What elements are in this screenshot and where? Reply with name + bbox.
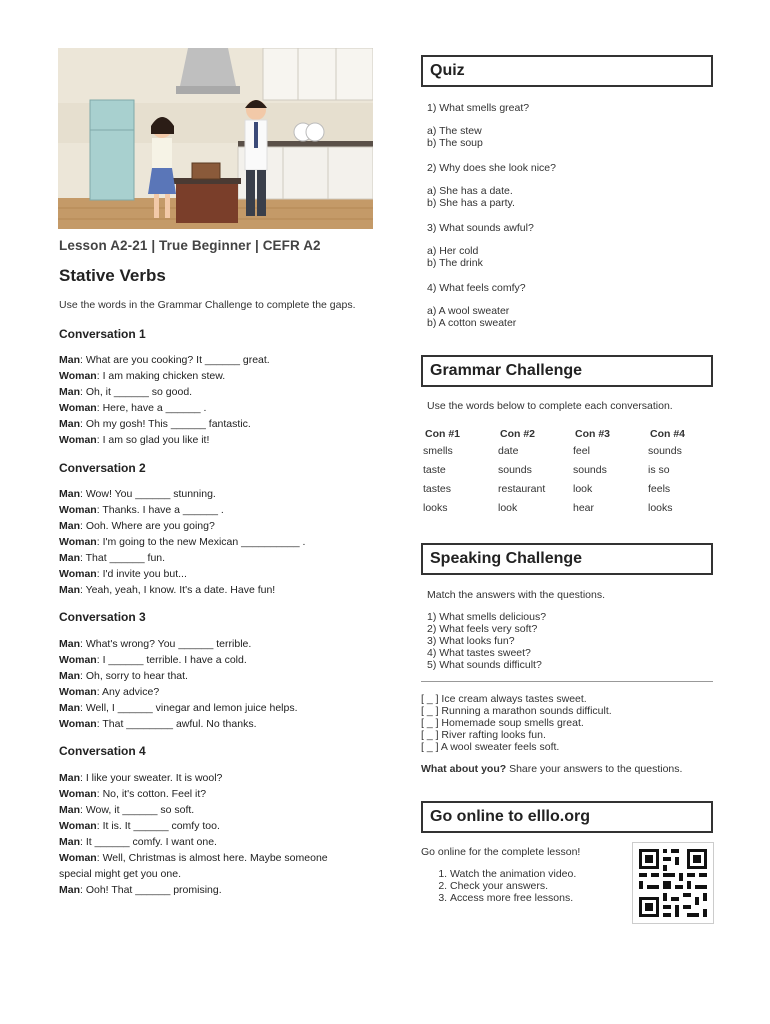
table-cell: hear bbox=[573, 502, 595, 514]
speaking-challenge-title: Speaking Challenge bbox=[421, 543, 713, 575]
divider bbox=[421, 681, 713, 682]
table-header: Con #3 bbox=[575, 428, 611, 440]
quiz-option: b) She has a party. bbox=[427, 197, 515, 209]
quiz-option: b) The soup bbox=[427, 137, 483, 149]
page-title: Stative Verbs bbox=[59, 266, 166, 285]
quiz-option: a) A wool sweater bbox=[427, 305, 510, 317]
lesson-instructions: Use the words in the Grammar Challenge to complete the gaps. bbox=[59, 299, 356, 311]
quiz-question: 4) What feels comfy? bbox=[427, 282, 526, 294]
table-cell: is so bbox=[648, 464, 670, 476]
dialogue-line: Man: Wow, it ______ so soft. bbox=[59, 804, 195, 816]
dialogue-line: Woman: Thanks. I have a ______ . bbox=[59, 504, 224, 516]
quiz-question: 3) What sounds awful? bbox=[427, 222, 534, 234]
table-cell: looks bbox=[648, 502, 673, 514]
table-cell: sounds bbox=[498, 464, 532, 476]
speaking-answers bbox=[421, 693, 612, 753]
list-item: 4) What tastes sweet? bbox=[427, 647, 531, 659]
table-cell: sounds bbox=[573, 464, 607, 476]
table-row bbox=[423, 464, 723, 483]
quiz-question: 1) What smells great? bbox=[427, 102, 530, 114]
table-cell: taste bbox=[423, 464, 446, 476]
dialogue-line: Woman: Well, Christmas is almost here. Maybe someone special might get you one. bbox=[59, 852, 328, 880]
dialogue-line: Woman: I'm going to the new Mexican __________ . bbox=[59, 536, 306, 548]
table-row bbox=[423, 483, 723, 502]
quiz-option: b) The drink bbox=[427, 257, 483, 269]
speaking-questions bbox=[427, 611, 546, 671]
grammar-challenge-title: Grammar Challenge bbox=[421, 355, 713, 387]
quiz-option: a) She has a date. bbox=[427, 185, 513, 197]
list-item: 1. Watch the animation video. bbox=[450, 868, 576, 880]
answer-item[interactable]: [ _ ] A wool sweater feels soft. bbox=[421, 741, 560, 753]
quiz-questions bbox=[427, 102, 556, 329]
table-header: Con #2 bbox=[500, 428, 536, 440]
kitchen-scene-illustration bbox=[58, 48, 373, 229]
answer-item[interactable]: [ _ ] River rafting looks fun. bbox=[421, 729, 546, 741]
dialogue-line: Woman: I'd invite you but... bbox=[59, 568, 187, 580]
answer-item[interactable]: [ _ ] Running a marathon sounds difficult. bbox=[421, 705, 612, 717]
dialogue-line: Woman: Any advice? bbox=[59, 686, 160, 698]
conversation-4 bbox=[59, 770, 359, 898]
conversation-heading: Conversation 2 bbox=[59, 461, 146, 475]
dialogue-line: Man: What's wrong? You ______ terrible. bbox=[59, 638, 252, 650]
quiz-option: a) The stew bbox=[427, 125, 482, 137]
conversation-2 bbox=[59, 486, 305, 598]
grammar-instructions: Use the words below to complete each conversation. bbox=[427, 400, 673, 412]
dialogue-line: Man: Oh my gosh! This ______ fantastic. bbox=[59, 418, 251, 430]
what-about-you bbox=[421, 763, 682, 775]
list-item: 3) What looks fun? bbox=[427, 635, 515, 647]
table-cell: feel bbox=[573, 445, 590, 457]
table-row bbox=[423, 445, 723, 464]
grammar-word-table bbox=[423, 427, 723, 521]
list-item: 5) What sounds difficult? bbox=[427, 659, 542, 671]
conversation-heading: Conversation 4 bbox=[59, 744, 146, 758]
dialogue-line: Woman: No, it's cotton. Feel it? bbox=[59, 788, 207, 800]
dialogue-line: Man: Oh, sorry to hear that. bbox=[59, 670, 188, 682]
table-header: Con #1 bbox=[425, 428, 461, 440]
table-header: Con #4 bbox=[650, 428, 686, 440]
dialogue-line: Man: What are you cooking? It ______ great. bbox=[59, 354, 270, 366]
qr-code-icon[interactable] bbox=[632, 842, 714, 924]
go-online-steps bbox=[420, 868, 576, 904]
table-cell: restaurant bbox=[498, 483, 546, 495]
conversation-3 bbox=[59, 636, 298, 732]
table-cell: tastes bbox=[423, 483, 452, 495]
what-about-text: Share your answers to the questions. bbox=[506, 763, 683, 775]
table-cell: feels bbox=[648, 483, 671, 495]
answer-item[interactable]: [ _ ] Ice cream always tastes sweet. bbox=[421, 693, 587, 705]
conversation-heading: Conversation 3 bbox=[59, 610, 146, 624]
go-online-title: Go online to elllo.org bbox=[421, 801, 713, 833]
dialogue-line: Woman: I am so glad you like it! bbox=[59, 434, 210, 446]
table-row bbox=[423, 502, 723, 521]
dialogue-line: Man: Yeah, yeah, I know. It's a date. Have fun! bbox=[59, 584, 276, 596]
dialogue-line: Man: Well, I ______ vinegar and lemon juice helps. bbox=[59, 702, 298, 714]
dialogue-line: Man: It ______ comfy. I want one. bbox=[59, 836, 217, 848]
table-cell: look bbox=[498, 502, 518, 514]
table-cell: look bbox=[573, 483, 593, 495]
quiz-question: 2) Why does she look nice? bbox=[427, 162, 556, 174]
list-item: 1) What smells delicious? bbox=[427, 611, 547, 623]
dialogue-line: Woman: That ________ awful. No thanks. bbox=[59, 718, 257, 730]
dialogue-line: Man: I like your sweater. It is wool? bbox=[59, 772, 223, 784]
answer-item[interactable]: [ _ ] Homemade soup smells great. bbox=[421, 717, 584, 729]
table-cell: sounds bbox=[648, 445, 682, 457]
lesson-header: Lesson A2-21 | True Beginner | CEFR A2 bbox=[59, 238, 321, 253]
list-item: 2. Check your answers. bbox=[450, 880, 576, 892]
table-cell: date bbox=[498, 445, 519, 457]
dialogue-line: Man: Wow! You ______ stunning. bbox=[59, 488, 216, 500]
conversation-heading: Conversation 1 bbox=[59, 327, 146, 341]
speaking-instructions: Match the answers with the questions. bbox=[427, 589, 606, 601]
go-online-intro: Go online for the complete lesson! bbox=[421, 846, 581, 858]
what-about-label: What about you? bbox=[421, 763, 507, 775]
table-cell: looks bbox=[423, 502, 448, 514]
dialogue-line: Woman: Here, have a ______ . bbox=[59, 402, 207, 414]
dialogue-line: Man: Ooh. Where are you going? bbox=[59, 520, 215, 532]
quiz-title: Quiz bbox=[421, 55, 713, 87]
dialogue-line: Man: Oh, it ______ so good. bbox=[59, 386, 193, 398]
dialogue-line: Man: Ooh! That ______ promising. bbox=[59, 884, 222, 896]
list-item: 3. Access more free lessons. bbox=[450, 892, 576, 904]
quiz-option: b) A cotton sweater bbox=[427, 317, 517, 329]
list-item: 2) What feels very soft? bbox=[427, 623, 538, 635]
table-cell: smells bbox=[423, 445, 453, 457]
dialogue-line: Man: That ______ fun. bbox=[59, 552, 166, 564]
dialogue-line: Woman: I am making chicken stew. bbox=[59, 370, 226, 382]
dialogue-line: Woman: It is. It ______ comfy too. bbox=[59, 820, 220, 832]
dialogue-line: Woman: I ______ terrible. I have a cold. bbox=[59, 654, 247, 666]
conversation-1 bbox=[59, 352, 270, 448]
quiz-option: a) Her cold bbox=[427, 245, 479, 257]
